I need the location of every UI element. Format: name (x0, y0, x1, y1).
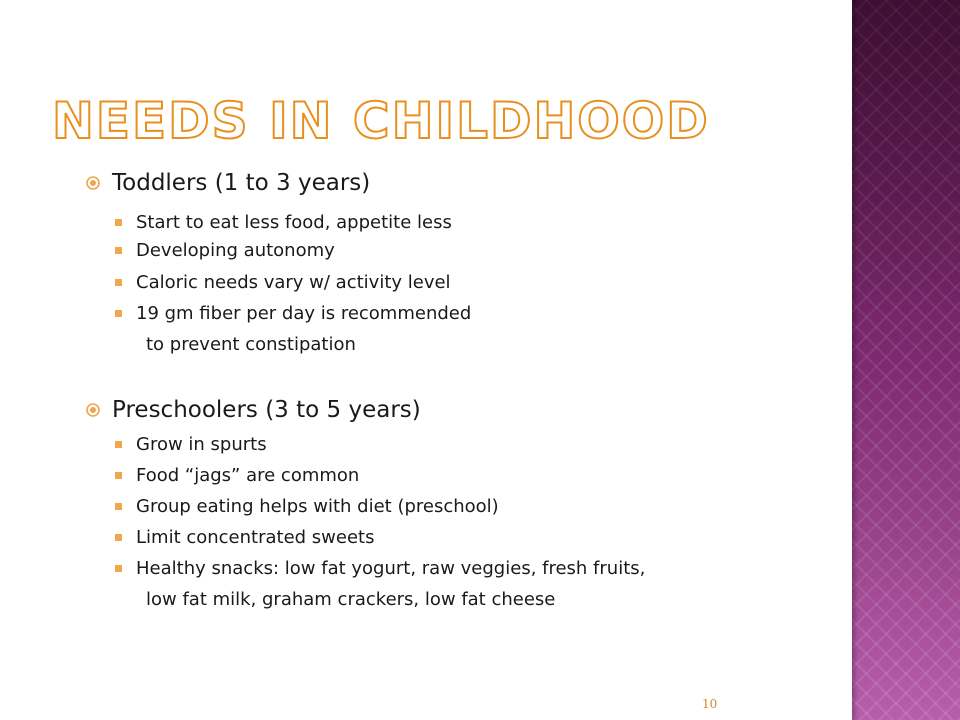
list-item (115, 272, 451, 293)
list-item (115, 212, 452, 233)
section-heading-toddlers (86, 170, 370, 196)
section-heading-text: Toddlers (1 to 3 years) (112, 170, 371, 196)
list-item-continuation: to prevent constipation (146, 334, 356, 355)
slide-title: NEEDS IN CHILDHOOD (52, 92, 710, 150)
square-bullet-icon (115, 219, 122, 226)
list-item-text: 19 gm fiber per day is recommended (136, 303, 472, 324)
list-item-text: Group eating helps with diet (preschool) (136, 496, 499, 517)
sidebar-shadow (852, 0, 858, 720)
square-bullet-icon (115, 247, 122, 254)
circle-bullet-icon (86, 403, 100, 417)
list-item-text: Start to eat less food, appetite less (136, 212, 452, 233)
list-item-text: Caloric needs vary w/ activity level (136, 272, 451, 293)
list-item (115, 303, 471, 324)
list-item-text: Healthy snacks: low fat yogurt, raw veggies, fresh fruits, (136, 558, 646, 579)
square-bullet-icon (115, 534, 122, 541)
square-bullet-icon (115, 503, 122, 510)
square-bullet-icon (115, 565, 122, 572)
circle-bullet-icon (86, 176, 100, 190)
list-item (115, 527, 375, 548)
list-item (115, 465, 359, 486)
list-item (115, 434, 267, 455)
list-item-text: Food “jags” are common (136, 465, 360, 486)
square-bullet-icon (115, 310, 122, 317)
section-heading-text: Preschoolers (3 to 5 years) (112, 397, 421, 423)
list-item (115, 496, 499, 517)
section-heading-preschoolers (86, 397, 421, 423)
list-item-continuation: low fat milk, graham crackers, low fat cheese (146, 589, 556, 610)
square-bullet-icon (115, 279, 122, 286)
list-item (115, 558, 645, 579)
list-item-text: Limit concentrated sweets (136, 527, 375, 548)
list-item (115, 240, 335, 261)
square-bullet-icon (115, 441, 122, 448)
decorative-sidebar (852, 0, 960, 720)
square-bullet-icon (115, 472, 122, 479)
list-item-text: Grow in spurts (136, 434, 267, 455)
list-item-text: Developing autonomy (136, 240, 335, 261)
page-number: 10 (702, 697, 718, 711)
